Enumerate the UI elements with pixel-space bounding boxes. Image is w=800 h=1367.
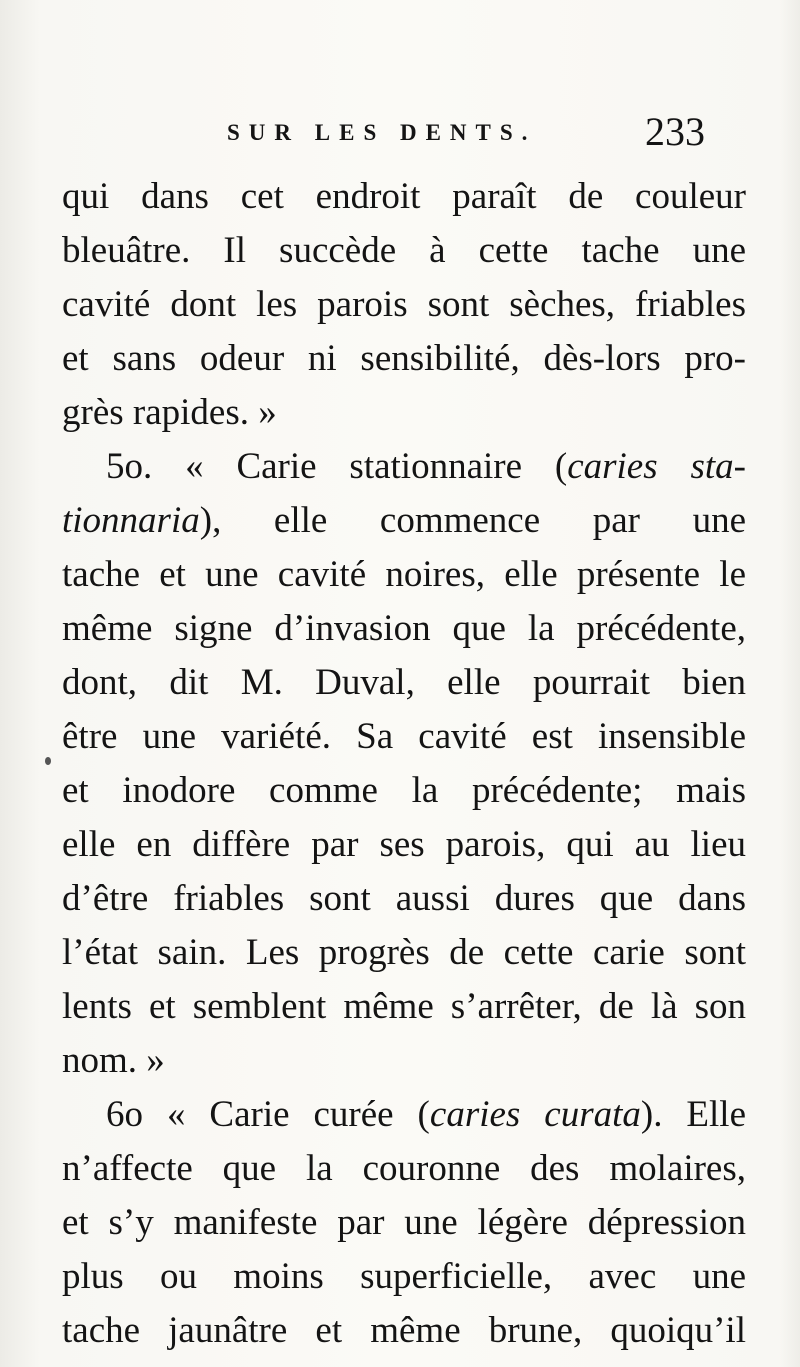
text-line: qui dans cet endroit paraît de couleur bbox=[62, 176, 746, 217]
text-line: 5o. « Carie stationnaire (caries sta- bbox=[106, 446, 746, 487]
text-line: tionnaria), elle commence par une bbox=[62, 500, 746, 541]
text-line: n’affecte que la couronne des molaires, bbox=[62, 1148, 746, 1189]
page-header bbox=[0, 108, 800, 158]
text-line: bleuâtre. Il succède à cette tache une bbox=[62, 230, 746, 271]
text-line: même signe d’invasion que la précédente, bbox=[62, 608, 746, 649]
text-line: tache jaunâtre et même brune, quoiqu’il bbox=[62, 1310, 746, 1351]
text-line: plus ou moins superficielle, avec une bbox=[62, 1256, 746, 1297]
ink-speck bbox=[45, 757, 51, 765]
text-line: et inodore comme la précédente; mais bbox=[62, 770, 746, 811]
latin-term: caries sta- bbox=[567, 446, 746, 487]
page-number: 233 bbox=[645, 109, 705, 154]
text-line: cavité dont les parois sont sèches, friables bbox=[62, 284, 746, 325]
text-line: lents et semblent même s’arrêter, de là son bbox=[62, 986, 746, 1027]
text-line: être une variété. Sa cavité est insensible bbox=[62, 716, 746, 757]
latin-term: tionnaria bbox=[62, 500, 200, 541]
text-line: nom. » bbox=[62, 1040, 165, 1081]
text-line: et s’y manifeste par une légère dépression bbox=[62, 1202, 746, 1243]
text-line: et sans odeur ni sensibilité, dès-lors pro- bbox=[62, 338, 746, 379]
latin-term: caries curata bbox=[429, 1094, 641, 1135]
text-line: dont, dit M. Duval, elle pourrait bien bbox=[62, 662, 746, 703]
text-line: l’état sain. Les progrès de cette carie sont bbox=[62, 932, 746, 973]
text-line: 6o « Carie curée (caries curata). Elle bbox=[106, 1094, 746, 1135]
text-line: grès rapides. » bbox=[62, 392, 277, 433]
text-line: tache et une cavité noires, elle présente le bbox=[62, 554, 746, 595]
text-line: elle en diffère par ses parois, qui au lieu bbox=[62, 824, 746, 865]
text-line: d’être friables sont aussi dures que dans bbox=[62, 878, 746, 919]
running-title: SUR LES DENTS. bbox=[227, 120, 537, 145]
